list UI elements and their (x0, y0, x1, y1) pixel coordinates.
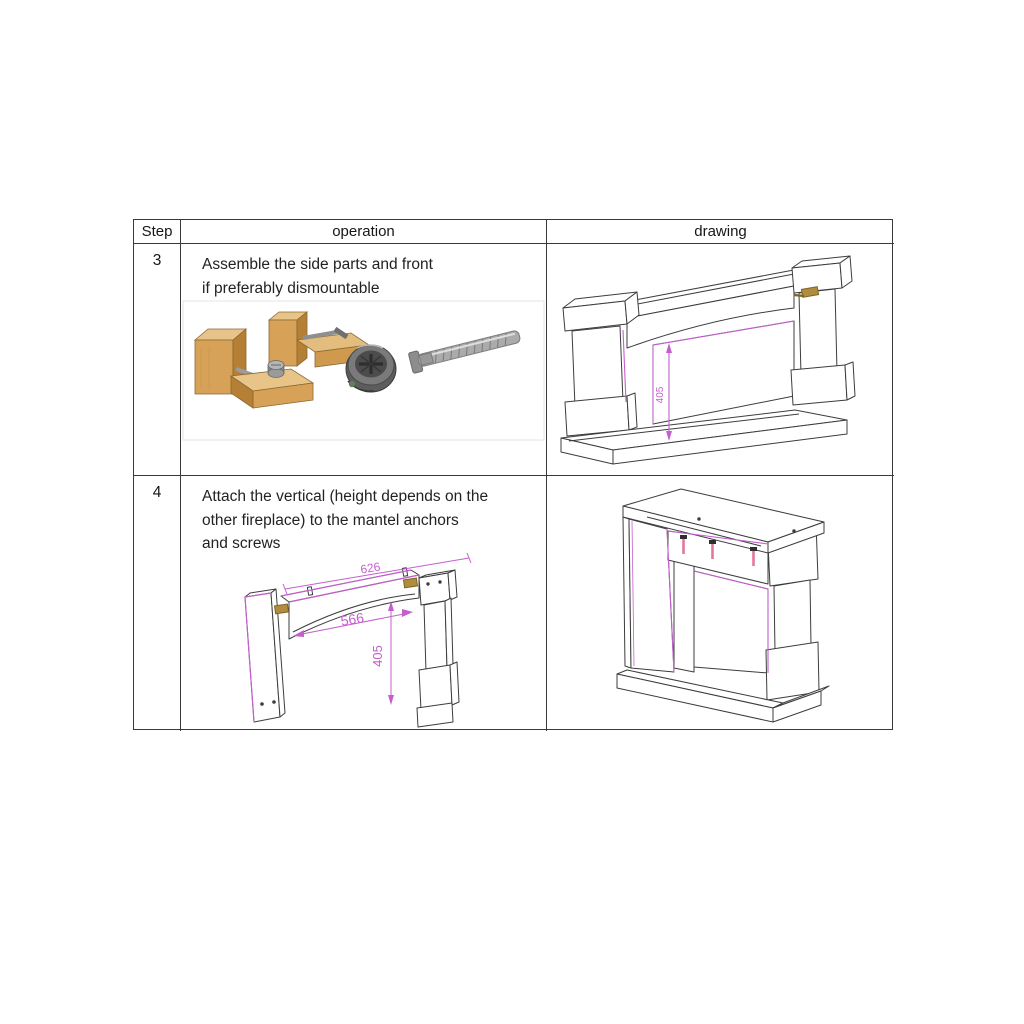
header-drawing-label: drawing (694, 223, 747, 240)
operation-line: other fireplace) to the mantel anchors (202, 511, 459, 529)
header-cell-operation (181, 220, 547, 244)
step-3-number-cell (134, 244, 181, 476)
dimension-label: 405 (655, 386, 666, 404)
header-step-label: Step (141, 223, 173, 240)
step-4-operation-cell (181, 476, 547, 731)
step-4-number-cell (134, 476, 181, 731)
operation-line: Assemble the side parts and front (202, 256, 433, 273)
dimension-label: 566 (339, 609, 366, 629)
hardware-fittings-image (181, 244, 547, 476)
mantel-front-drawing (547, 244, 894, 476)
step-4-drawing-cell (547, 476, 894, 731)
header-operation-label: operation (332, 223, 395, 240)
mantel-frame-drawing (181, 476, 547, 731)
dimension-label: 405 (370, 645, 385, 667)
operation-line: Attach the vertical (height depends on the (202, 488, 489, 505)
operation-line: and screws (202, 535, 281, 552)
header-cell-drawing (547, 220, 894, 244)
step-4-number: 4 (152, 484, 162, 501)
cam-lock-icon (346, 345, 396, 392)
step-3-drawing-cell (547, 244, 894, 476)
step-3-number: 3 (152, 252, 162, 269)
operation-line: if preferably dismountable (202, 279, 380, 297)
header-cell-step (134, 220, 181, 244)
assembly-instructions-table (133, 219, 893, 730)
step-3-operation-cell (181, 244, 547, 476)
mantel-assembled-drawing (547, 476, 894, 731)
dimension-label: 626 (359, 559, 382, 577)
